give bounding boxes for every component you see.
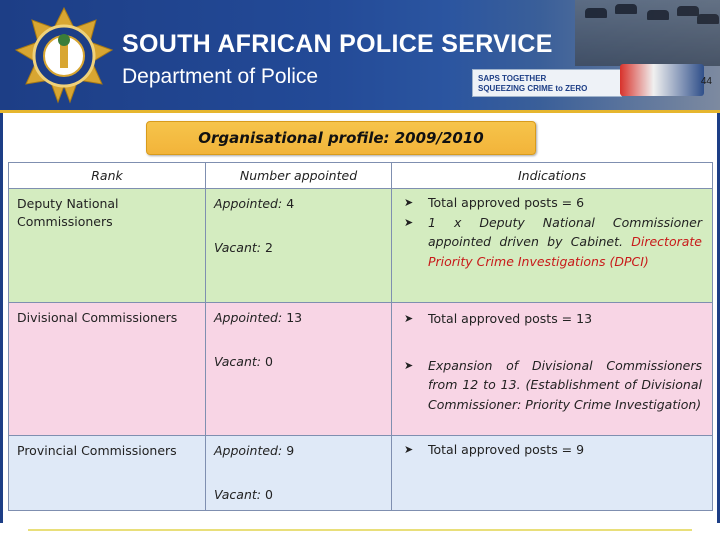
- vacant-label: Vacant:: [214, 487, 261, 502]
- rank-label: Deputy National Commissioners: [17, 196, 119, 229]
- rank-label: Provincial Commissioners: [17, 443, 177, 458]
- table-row: [9, 436, 713, 511]
- vacant-value: 2: [264, 240, 273, 255]
- arrow-bullet-icon: ➤: [404, 358, 414, 372]
- list-item: [392, 440, 712, 460]
- vacant-line: [206, 239, 391, 263]
- vacant-value: 0: [264, 354, 273, 369]
- indication-text: [428, 213, 702, 272]
- list-item: [392, 193, 712, 213]
- indications-cell: [392, 436, 713, 511]
- appointed-label: Appointed:: [214, 443, 283, 458]
- header-banner: [0, 0, 720, 110]
- table-header-row: [9, 163, 713, 189]
- saps-crest-logo: [14, 6, 114, 106]
- footer-line: [28, 529, 692, 531]
- vacant-label: Vacant:: [214, 354, 261, 369]
- indications-cell: [392, 303, 713, 436]
- arrow-bullet-icon: ➤: [404, 443, 414, 456]
- slogan-line-2: SQUEEZING CRIME to ZERO: [478, 84, 588, 93]
- number-cell: [206, 436, 392, 511]
- appointed-line: [206, 303, 391, 333]
- header-rank: Rank: [9, 163, 206, 189]
- header-indications: Indications: [392, 163, 713, 189]
- indication-text: Total approved posts = 6: [428, 195, 585, 210]
- arrow-bullet-icon: ➤: [404, 215, 414, 229]
- slide-title: Organisational profile: 2009/2010: [198, 129, 484, 147]
- vacant-line: [206, 486, 391, 510]
- appointed-value: 13: [286, 310, 303, 325]
- appointed-line: [206, 436, 391, 466]
- indication-text: Total approved posts = 9: [428, 442, 585, 457]
- rank-cell: [9, 436, 206, 511]
- appointed-label: Appointed:: [214, 310, 283, 325]
- slide-title-box: [146, 121, 536, 155]
- indication-text: Expansion of Divisional Commissioners from 12 to 13. (Establishment of Divisional Commissioner: Priority Crime Investigation): [428, 357, 702, 412]
- list-item: [392, 309, 712, 329]
- page-number: 44: [700, 76, 712, 87]
- indication-text-main: 1 x Deputy National Commissioner appointed driven by Cabinet.: [428, 214, 702, 249]
- number-cell: [206, 303, 392, 436]
- rank-cell: [9, 303, 206, 436]
- header-divider: [0, 110, 720, 113]
- header-title: SOUTH AFRICAN POLICE SERVICE: [122, 30, 553, 58]
- vacant-line: [206, 353, 391, 377]
- indications-cell: [392, 189, 713, 303]
- rank-label: Divisional Commissioners: [17, 310, 178, 325]
- organisational-profile-table: [8, 162, 713, 511]
- table-row: [9, 189, 713, 303]
- list-item: [392, 213, 712, 272]
- arrow-bullet-icon: ➤: [404, 312, 414, 325]
- header-subtitle: Department of Police: [122, 65, 319, 88]
- slogan-line-1: SAPS TOGETHER: [478, 74, 547, 83]
- slogan-artwork: [620, 64, 704, 96]
- appointed-line: [206, 189, 391, 219]
- left-border: [0, 113, 3, 523]
- appointed-label: Appointed:: [214, 196, 283, 211]
- arrow-bullet-icon: ➤: [404, 196, 414, 209]
- vacant-label: Vacant:: [214, 240, 261, 255]
- number-cell: [206, 189, 392, 303]
- appointed-value: 4: [286, 196, 295, 211]
- header-number-appointed: Number appointed: [206, 163, 392, 189]
- indication-text: Total approved posts = 13: [428, 311, 593, 326]
- indication-highlight: Directorate Priority Crime Investigations (DPCI): [428, 234, 702, 269]
- rank-cell: [9, 189, 206, 303]
- officers-photo: [575, 0, 720, 66]
- appointed-value: 9: [286, 443, 295, 458]
- slogan-banner: [472, 69, 622, 97]
- vacant-value: 0: [264, 487, 273, 502]
- table-row: [9, 303, 713, 436]
- list-item: [392, 356, 712, 415]
